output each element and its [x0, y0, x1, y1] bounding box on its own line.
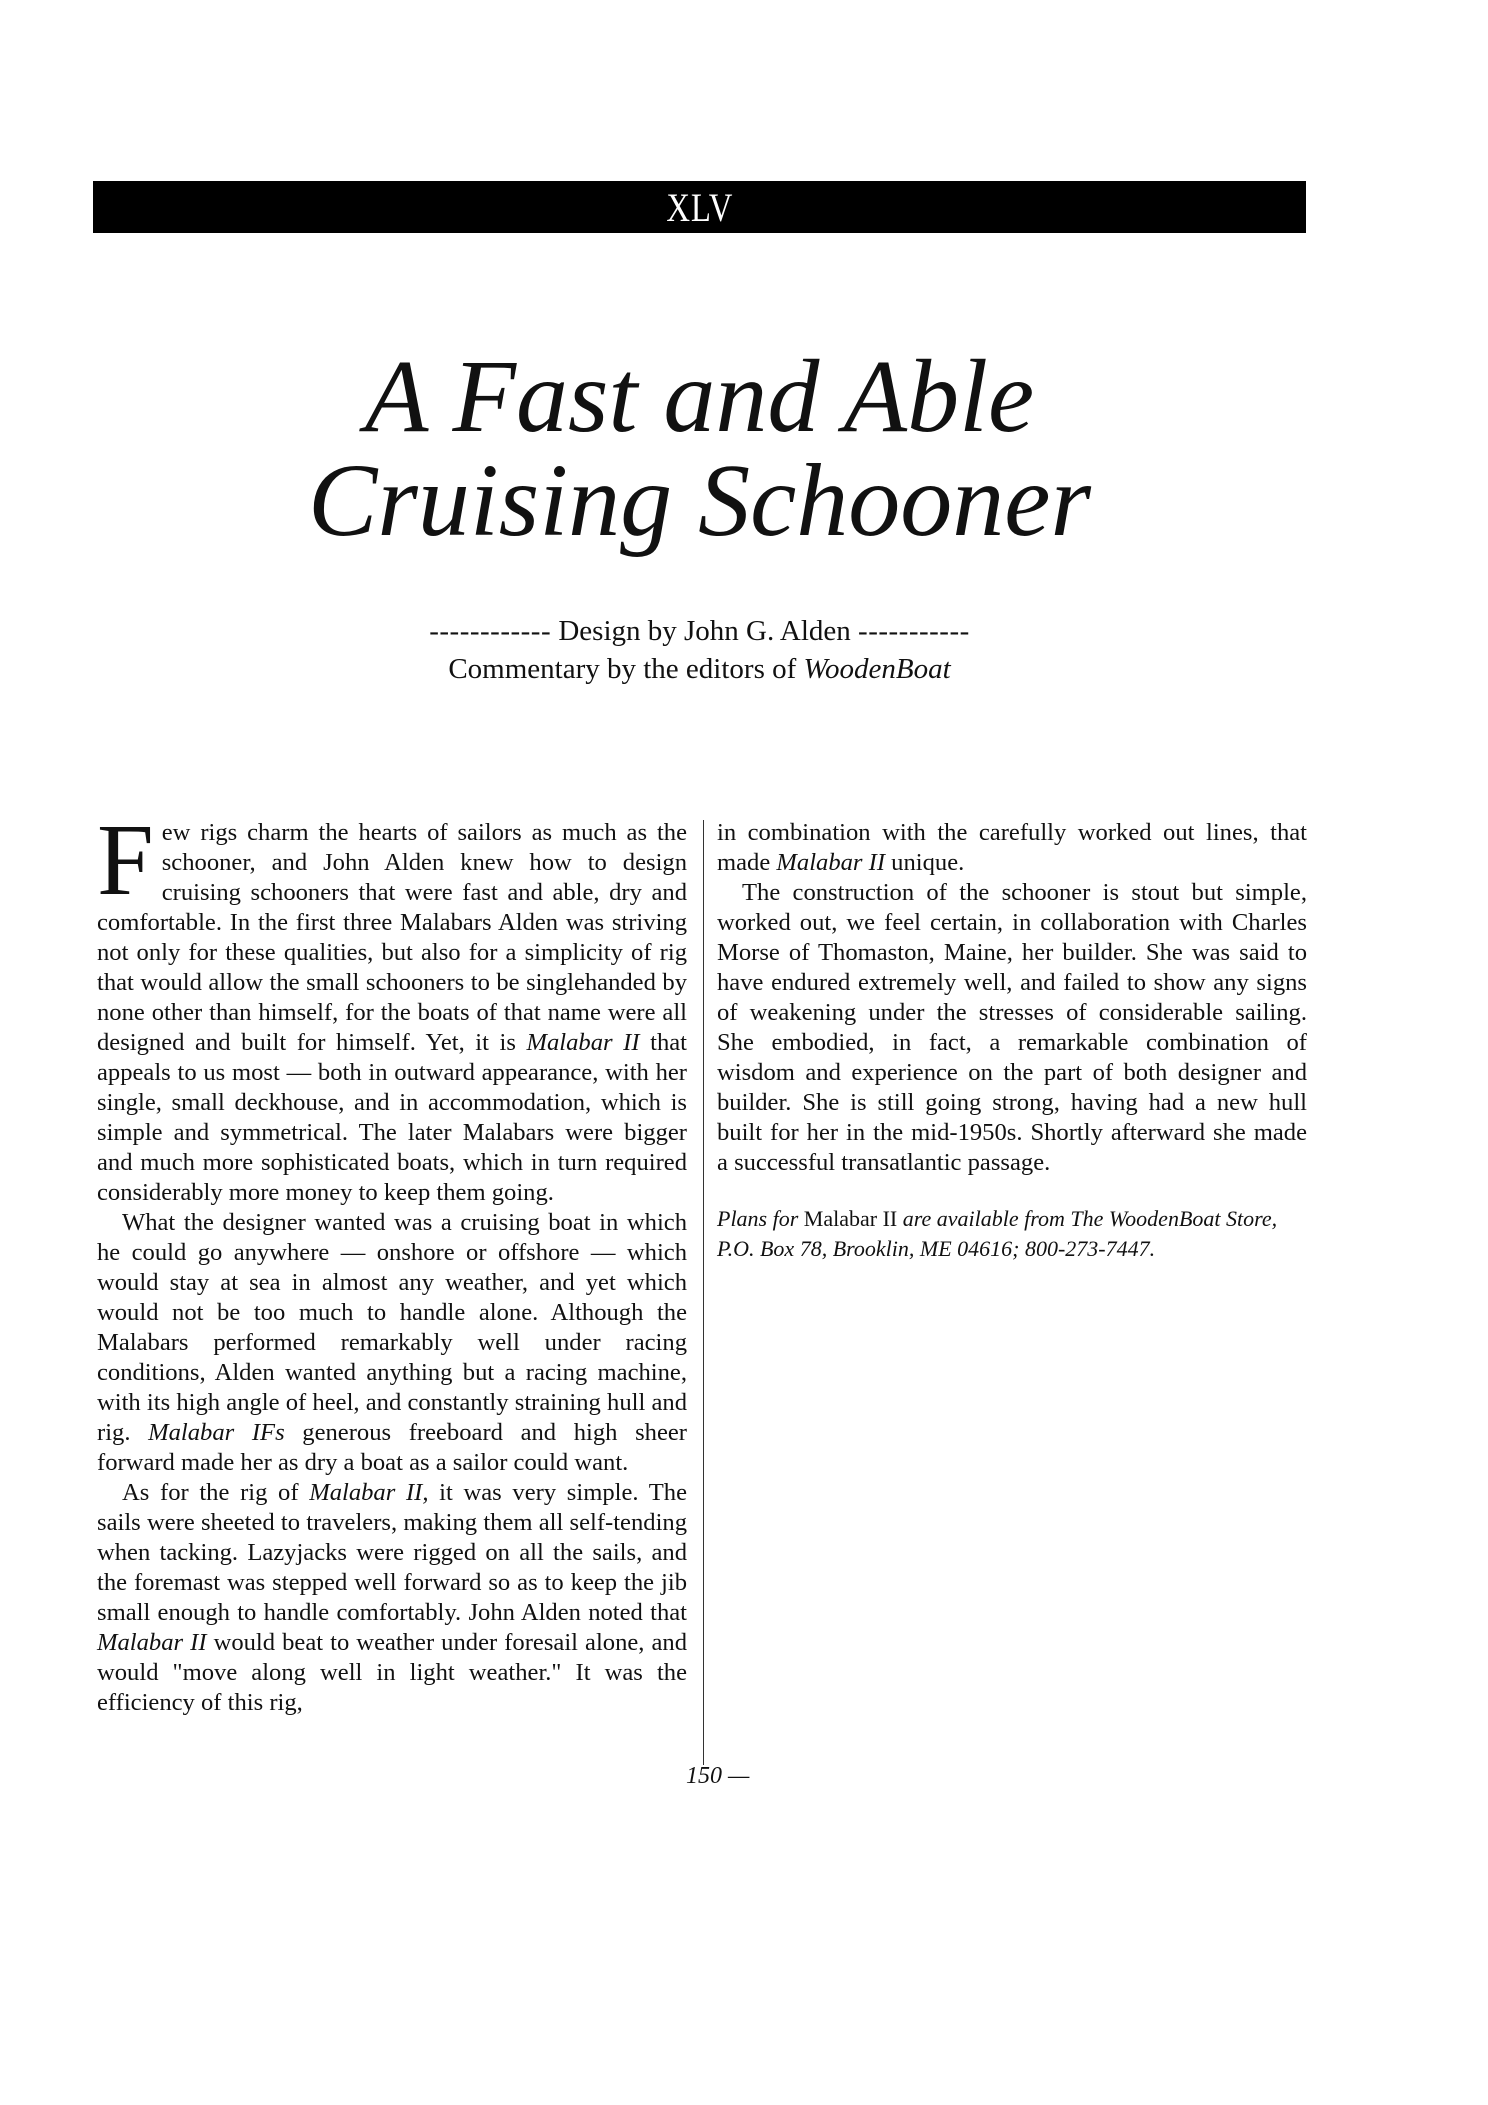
article-title — [93, 339, 1306, 558]
drop-cap: F — [97, 804, 154, 917]
left-column — [97, 804, 688, 1718]
text-run: ew rigs charm the hearts of sailors as much as the schooner, and John Alden knew how to design cruising schooners that were fast and able, dry and comfortable. In the first three Malabars Alden was striving not only for these qualities, but also for a simplicity of rig that would allow the small schooners to be singlehanded by none other than himself, for the boats of that name were all designed and built for himself. Yet, it is — [97, 819, 687, 1056]
paragraph: The construction of the schooner is stout but simple, worked out, we feel certain, in collaboration with Charles Morse of Thomaston, Maine, her builder. She was said to have endured extremely well, and failed to show any signs of weakening under the stresses of considerable sailing. She embodied, in fact, a remarkable combination of wisdom and experience on the part of both designer and builder. She is still going strong, having had a new hull built for her in the mid-1950s. Shortly afterward she made a successful transatlantic passage. — [717, 879, 1307, 1176]
text-run: unique. — [885, 849, 965, 876]
vessel-name: Malabar II — [803, 1206, 898, 1231]
credits — [93, 612, 1306, 688]
publication-name: WoodenBoat — [803, 653, 951, 685]
paragraph — [717, 818, 1307, 878]
page-number: 150 — — [686, 1763, 750, 1789]
text-run: As for the rig of — [122, 1479, 310, 1506]
paragraph — [97, 1208, 687, 1478]
text-run: would beat to weather under foresail alone, and would "move along well in light weather." It was the efficiency of this rig, — [97, 1629, 688, 1716]
vessel-name: Malabar II — [526, 1029, 640, 1056]
paragraph — [97, 804, 687, 1208]
designer-name: Design by John G. Alden — [558, 615, 851, 647]
plans-availability-note — [717, 1204, 1307, 1264]
vessel-name: Malabar II, — [309, 1479, 429, 1506]
paragraph — [97, 1478, 687, 1718]
text-run: that appeals to us most — both in outward appearance, with her single, small deckhouse, and in accommodation, which is simple and symmetrical. The later Malabars were bigger and much more sophisticated boats, which in turn required considerably more money to keep them going. — [97, 1029, 687, 1206]
vessel-name: Malabar II — [97, 1629, 207, 1656]
vessel-name: Malabar II — [776, 849, 886, 876]
commentary-prefix: Commentary by the editors of — [448, 653, 804, 685]
vessel-name: Malabar IFs — [148, 1419, 285, 1446]
text-run: What the designer wanted was a cruising boat in which he could go anywhere — onshore or offshore — which would stay at sea in almost any weather, and yet which would not be too much to handle alone. Although the Malabars performed remarkably well under racing conditions, Alden wanted anything but a racing machine, with its high angle of heel, and constantly straining hull and rig. — [97, 1209, 687, 1446]
commentary-credit — [93, 650, 1306, 688]
chapter-number-bar — [93, 181, 1306, 233]
column-divider — [703, 820, 704, 1765]
title-line-1: A Fast and Able — [364, 339, 1035, 454]
design-credit — [93, 612, 1306, 650]
text-run: it was very simple. The sails were sheeted to travelers, making them all self-tending when tacking. Lazyjacks were rigged on all the sails, and the foremast was stepped well forward so as to keep the jib small enough to handle comfortably. John Alden noted that — [97, 1479, 687, 1626]
text-run: in combination with the carefully worked out lines, that made — [717, 819, 1307, 876]
title-line-2: Cruising Schooner — [308, 443, 1091, 558]
dash-rule-left: ------------ — [429, 615, 552, 647]
chapter-numeral: XLV — [666, 184, 733, 230]
dash-rule-right: ----------- — [858, 615, 970, 647]
text-run: Plans for — [717, 1206, 804, 1231]
text-run: are available from The WoodenBoat Store, P.O. Box 78, Brooklin, ME 04616; 800-273-7447. — [717, 1206, 1278, 1261]
right-column — [717, 818, 1307, 1264]
text-run: generous freeboard and high sheer forward made her as dry a boat as a sailor could want. — [97, 1419, 687, 1476]
